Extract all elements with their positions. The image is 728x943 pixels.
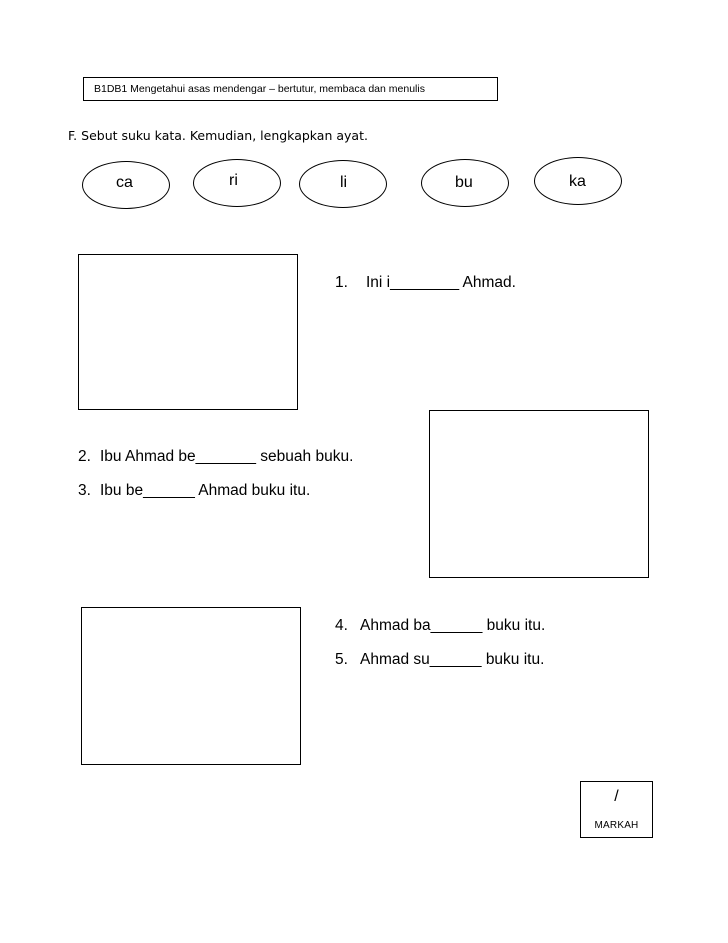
picture-box-3 [81, 607, 301, 765]
syllable-label: bu [455, 174, 473, 191]
question-text: Ibu Ahmad be_______ sebuah buku. [100, 448, 354, 465]
question-1 [335, 273, 516, 293]
marks-label: MARKAH [594, 820, 639, 831]
picture-box-1 [78, 254, 298, 410]
question-number: 1. [335, 274, 348, 291]
question-text: Ahmad ba______ buku itu. [360, 617, 546, 634]
question-text: Ibu be______ Ahmad buku itu. [100, 482, 311, 499]
syllable-label: ca [116, 174, 133, 191]
question-number: 2. [78, 448, 91, 465]
question-number: 3. [78, 482, 91, 499]
question-3 [78, 481, 310, 501]
syllable-oval-bu [421, 159, 509, 207]
syllable-oval-ca [82, 161, 170, 209]
question-text: Ini i________ Ahmad. [366, 274, 516, 291]
objective-text: B1DB1 Mengetahui asas mendengar – bertutur, membaca dan menulis [94, 83, 425, 95]
picture-box-2 [429, 410, 649, 578]
question-4 [335, 616, 545, 636]
question-number: 5. [335, 651, 348, 668]
syllable-oval-ka [534, 157, 622, 205]
syllable-label: ri [229, 172, 238, 189]
syllable-label: li [340, 174, 348, 191]
question-number: 4. [335, 617, 348, 634]
objective-header [83, 77, 498, 101]
syllable-label: ka [569, 173, 586, 190]
question-5 [335, 650, 544, 670]
instruction-text: F. Sebut suku kata. Kemudian, lengkapkan ayat. [68, 128, 368, 143]
question-text: Ahmad su______ buku itu. [360, 651, 545, 668]
syllable-oval-li [299, 160, 387, 208]
question-2 [78, 447, 353, 467]
syllable-oval-ri [193, 159, 281, 207]
marks-slash: / [614, 788, 619, 805]
marks-box [580, 781, 653, 838]
